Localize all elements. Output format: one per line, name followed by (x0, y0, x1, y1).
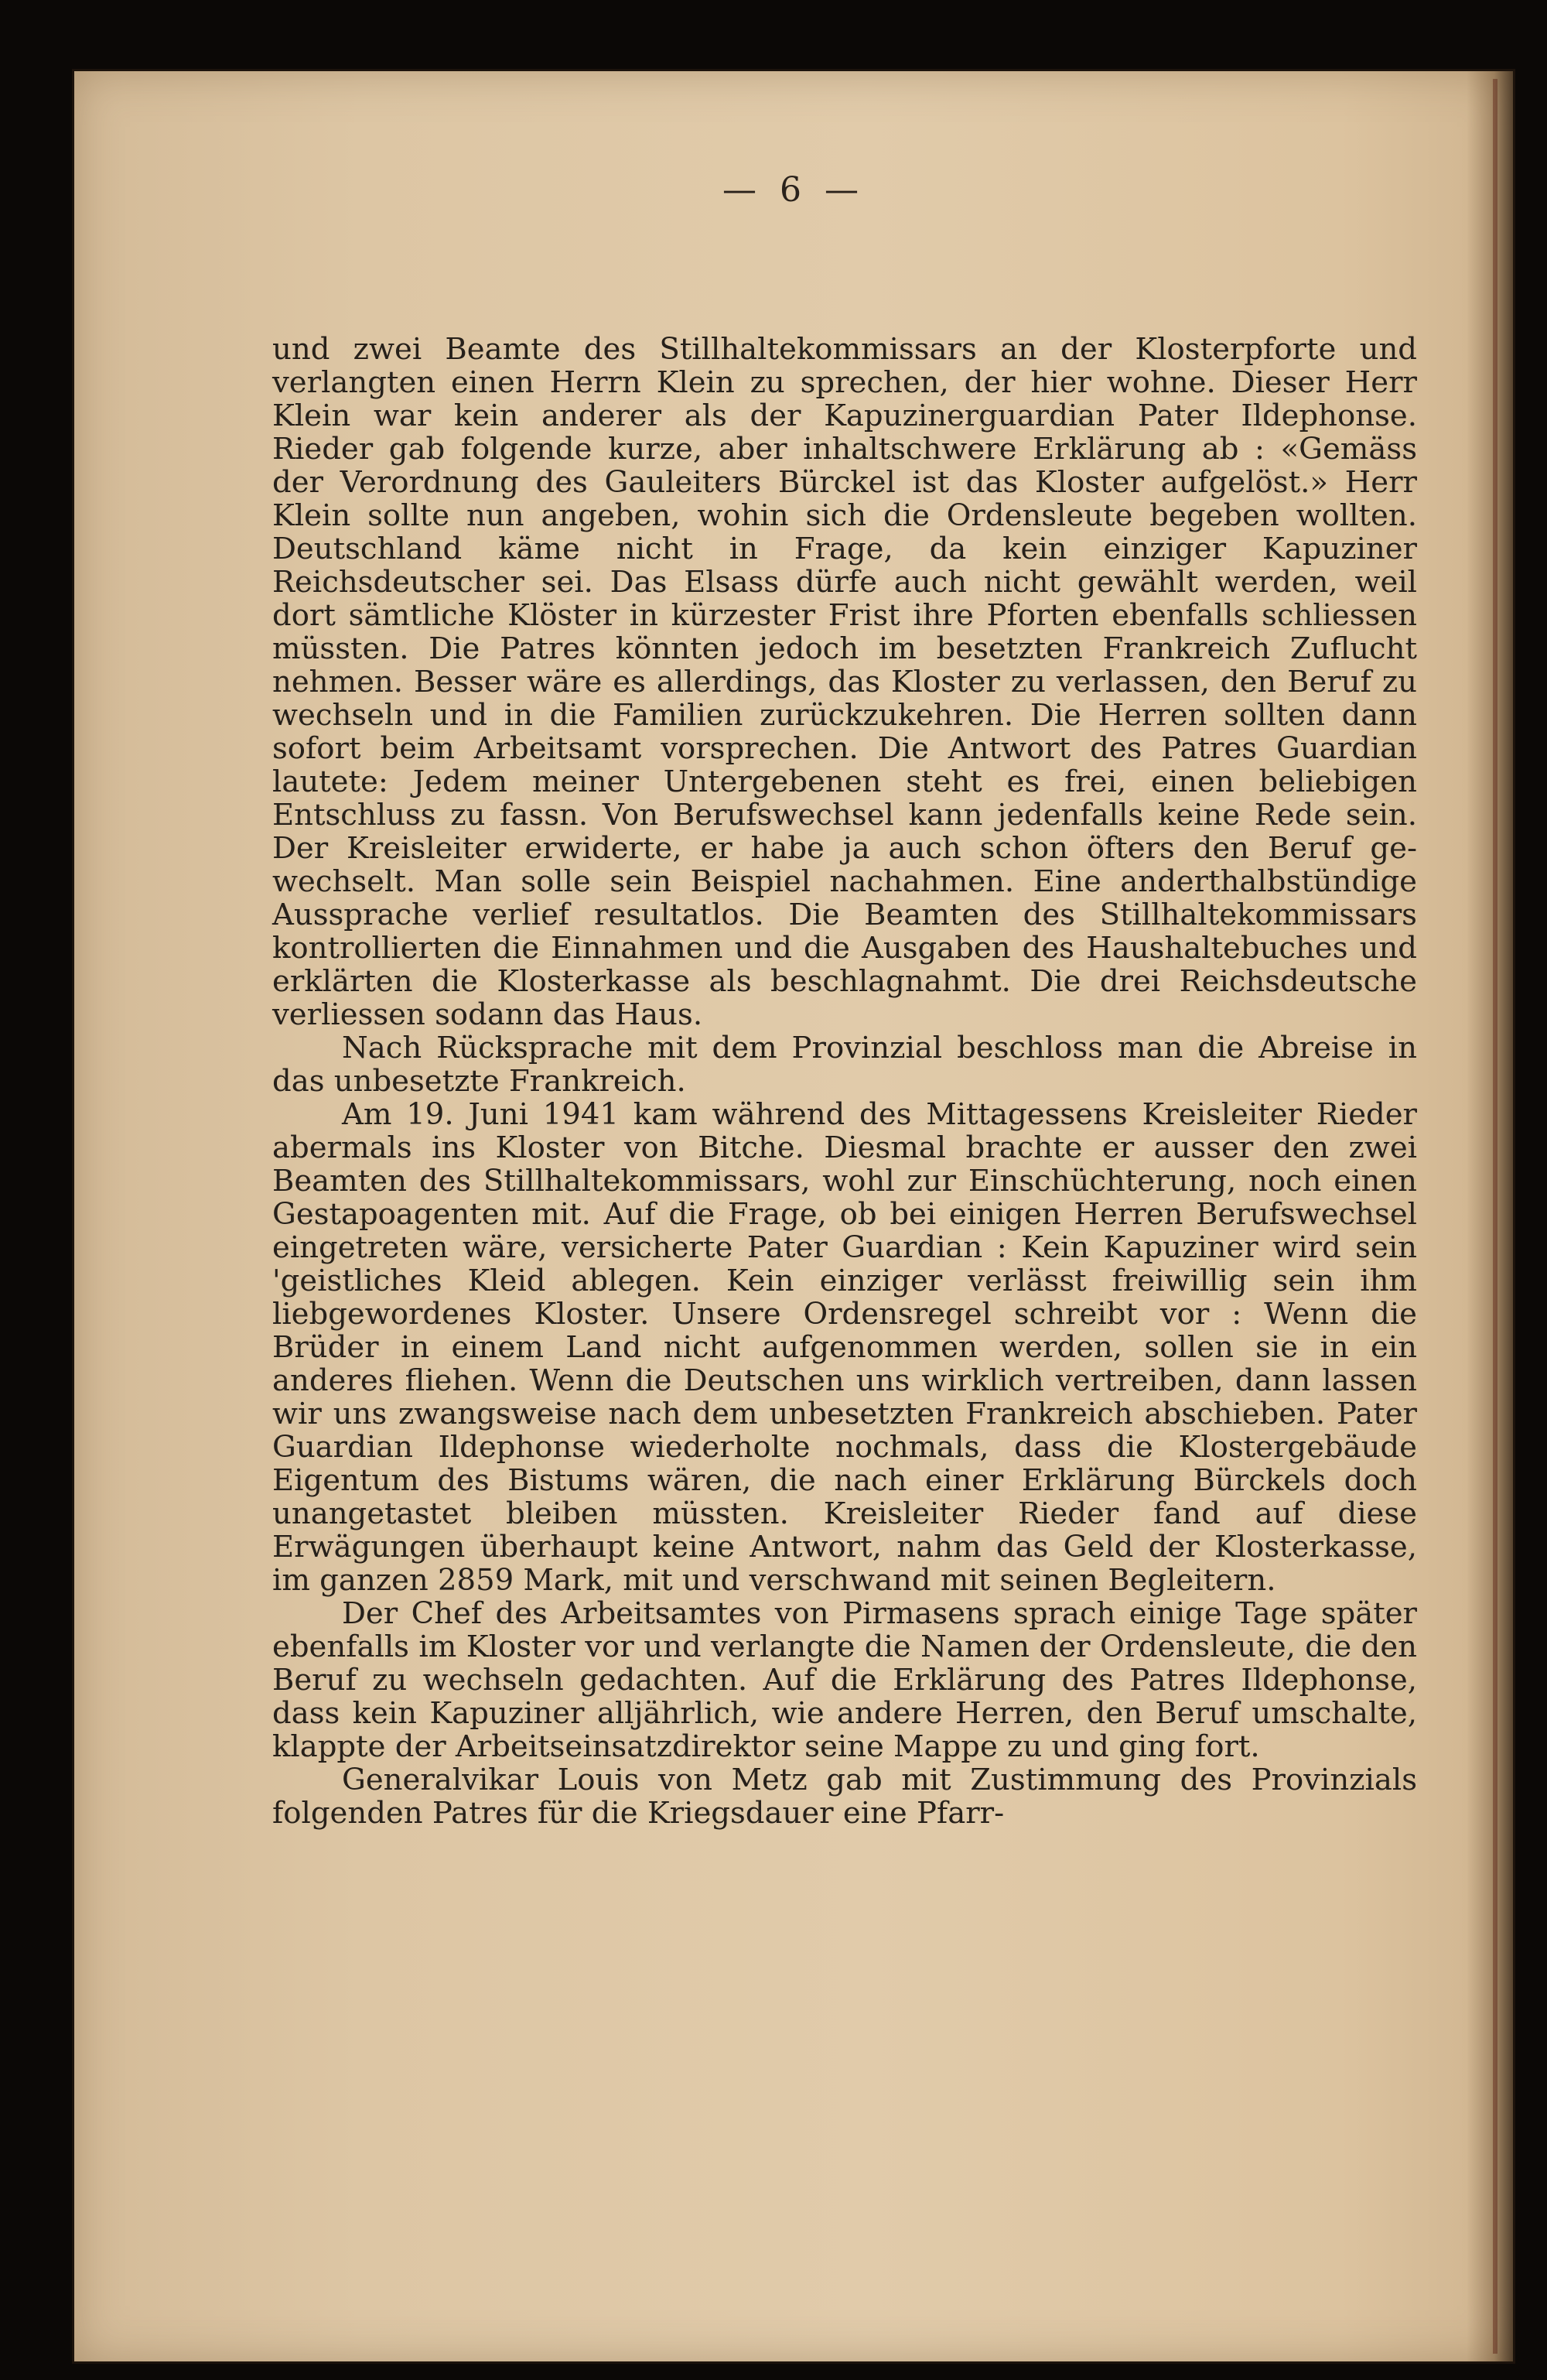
paragraph-3: Am 19. Juni 1941 kam während des Mittagessens Kreisleiter Rieder abermals ins Kloster von Bitche. Diesmal brachte er ausser den zwei Beamten des Stillhaltekommissars, wohl zur Einschüchterung, noch einen Gestapoagenten mit. Auf die Frage, ob bei einigen Herren Berufswechsel eingetreten wäre, versicherte Pater Guardian : Kein Kapuziner wird sein 'geistliches Kleid ablegen. Kein einziger verlässt freiwillig sein ihm liebgewordenes Kloster. Unsere Ordensregel schreibt vor : Wenn die Brüder in einem Land nicht aufgenommen werden, sollen sie in ein anderes fliehen. Wenn die Deutschen uns wirklich vertreiben, dann lassen wir uns zwangsweise nach dem unbesetzten Frankreich abschieben. Pater Guardian Ildephonse wiederholte nochmals, dass die Klostergebäude Eigentum des Bistums wären, die nach einer Erklärung Bürckels doch unangetastet bleiben müssten. Kreisleiter Rieder fand auf diese Erwägungen überhaupt keine Antwort, nahm das Geld der Klosterkasse, im ganzen 2859 Mark, mit und verschwand mit seinen Begleitern. (272, 1097, 1417, 1598)
paragraph-4: Der Chef des Arbeitsamtes von Pirmasens sprach einige Tage später ebenfalls im Kloster vor und verlangte die Namen der Ordensleute, die den Beruf zu wechseln gedachten. Auf die Erklärung des Patres Ildephonse, dass kein Kapuziner alljährlich, wie andere Herren, den Beruf umschalte, klappte der Arbeitseinsatzdirektor seine Mappe zu und ging fort. (272, 1596, 1417, 1764)
page-edge-shadow (1467, 71, 1513, 2361)
book-page (74, 71, 1513, 2361)
page-number: — 6 — (722, 170, 865, 210)
paragraph-2: Nach Rücksprache mit dem Provinzial beschloss man die Abreise in das unbesetzte Frankreich. (272, 1031, 1417, 1099)
paragraph-1: und zwei Beamte des Stillhaltekommissars an der Klosterpforte und verlangten einen Herrn Klein zu sprechen, der hier wohne. Dieser Herr Klein war kein anderer als der Kapuzinerguardian Pater Ildephonse. Rieder gab folgende kurze, aber inhaltschwere Erklärung ab : «Gemäss der Verordnung des Gauleiters Bürckel ist das Kloster aufgelöst.» Herr Klein sollte nun angeben, wohin sich die Ordensleute begeben wollten. Deutschland käme nicht in Frage, da kein einziger Kapuziner Reichsdeutscher sei. Das Elsass dürfe auch nicht gewählt werden, weil dort sämtliche Klöster in kürzester Frist ihre Pforten ebenfalls schliessen müssten. Die Patres könnten jedoch im besetzten Frankreich Zuflucht nehmen. Besser wäre es allerdings, das Kloster zu verlassen, den Beruf zu wechseln und in die Familien zurückzukehren. Die Herren sollten dann sofort beim Arbeitsamt vorsprechen. Die Antwort des Patres Guardian lautete: Jedem meiner Untergebenen steht es frei, einen beliebigen Entschluss zu fassn. Von Berufswechsel kann jedenfalls keine Rede sein. Der Kreisleiter erwiderte, er habe ja auch schon öfters den Beruf gewechselt. Man solle sein Beispiel nachahmen. Eine anderthalbstündige Aussprache verlief resultatlos. Die Beamten des Stillhaltekommissars kontrollierten die Einnahmen und die Ausgaben des Haushaltebuches und erklärten die Klosterkasse als beschlagnahmt. Die drei Reichsdeutsche verliessen sodann das Haus. (272, 332, 1417, 1032)
body-text (272, 333, 1417, 1830)
paragraph-5: Generalvikar Louis von Metz gab mit Zustimmung des Provinzials folgenden Patres für die Kriegsdauer eine Pfarr- (272, 1763, 1417, 1831)
